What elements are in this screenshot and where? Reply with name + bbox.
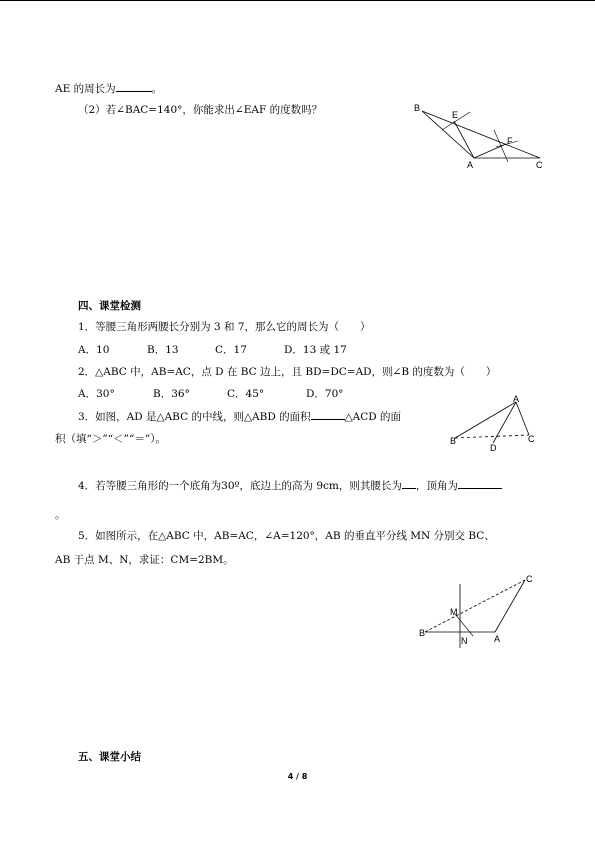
label-a: A: [494, 634, 501, 644]
answer-blank-leg[interactable]: [402, 478, 416, 489]
section-5-heading: 五、课堂小结: [78, 751, 141, 763]
label-c: C: [526, 574, 533, 584]
question-3-part2: △ACD 的面: [344, 411, 402, 423]
option-d: D．13 或 17: [284, 344, 347, 356]
label-b: B: [414, 103, 421, 113]
figure-triangle-bef: [410, 100, 550, 172]
label-b: B: [450, 436, 457, 446]
text-line-ae-perimeter: [55, 81, 162, 96]
page-number: 4 / 8: [287, 772, 308, 781]
answer-blank[interactable]: [311, 409, 345, 420]
question-4-text: [78, 478, 502, 493]
label-c: C: [536, 160, 543, 170]
period: 。: [151, 83, 163, 95]
label-a: A: [513, 394, 520, 404]
option-a: A．30°: [78, 388, 115, 400]
question-1-text: 1．等腰三角形两腰长分别为 3 和 7，那么它的周长为（ ）: [78, 321, 371, 333]
question-3-continuation: 积（填“＞”“＜”“＝”）。: [55, 433, 166, 445]
header-rule: [0, 0, 595, 1]
question-4-part2: ，顶角为: [415, 480, 458, 492]
label-m: M: [450, 607, 458, 617]
question-3-part1: 3．如图，AD 是△ABC 的中线，则△ABD 的面积: [78, 411, 311, 423]
figure-triangle-abc-median: [450, 394, 540, 453]
question-5-continuation: AB 于点 M、N，求证：CM=2BM。: [55, 554, 234, 566]
figure-triangle-perpendicular-bisector: [415, 570, 540, 652]
question-3-text: [78, 409, 401, 424]
label-d: D: [490, 443, 497, 453]
label-c: C: [528, 434, 535, 444]
label-e: E: [452, 110, 459, 120]
option-b: B．13: [147, 344, 179, 356]
question-2-text: （2）若∠BAC=140°，你能求出∠EAF 的度数吗？: [78, 104, 323, 116]
option-a: A．10: [78, 344, 110, 356]
answer-blank[interactable]: [116, 81, 152, 92]
option-b: B．36°: [153, 388, 190, 400]
question-2-text: 2．△ABC 中，AB=AC，点 D 在 BC 边上，且 BD=DC=AD，则∠B 的度数为（ ）: [78, 366, 497, 378]
text-ae-perimeter: AE 的周长为: [55, 83, 116, 95]
label-a: A: [467, 160, 474, 170]
label-f: F: [507, 136, 513, 146]
section-4-heading: 四、课堂检测: [78, 300, 141, 312]
option-d: D．70°: [306, 388, 344, 400]
label-b: B: [419, 628, 426, 638]
question-4-part1: 4．若等腰三角形的一个底角为30º，底边上的高为 9cm，则其腰长为: [78, 480, 402, 492]
question-4-end: 。: [55, 509, 66, 521]
option-c: C．17: [215, 344, 247, 356]
answer-blank-apex[interactable]: [458, 478, 502, 489]
option-c: C．45°: [227, 388, 265, 400]
question-5-text: 5．如图所示，在△ABC 中，AB=AC，∠A=120°，AB 的垂直平分线 MN 分别交 BC、: [78, 530, 495, 542]
label-n: N: [461, 636, 468, 646]
